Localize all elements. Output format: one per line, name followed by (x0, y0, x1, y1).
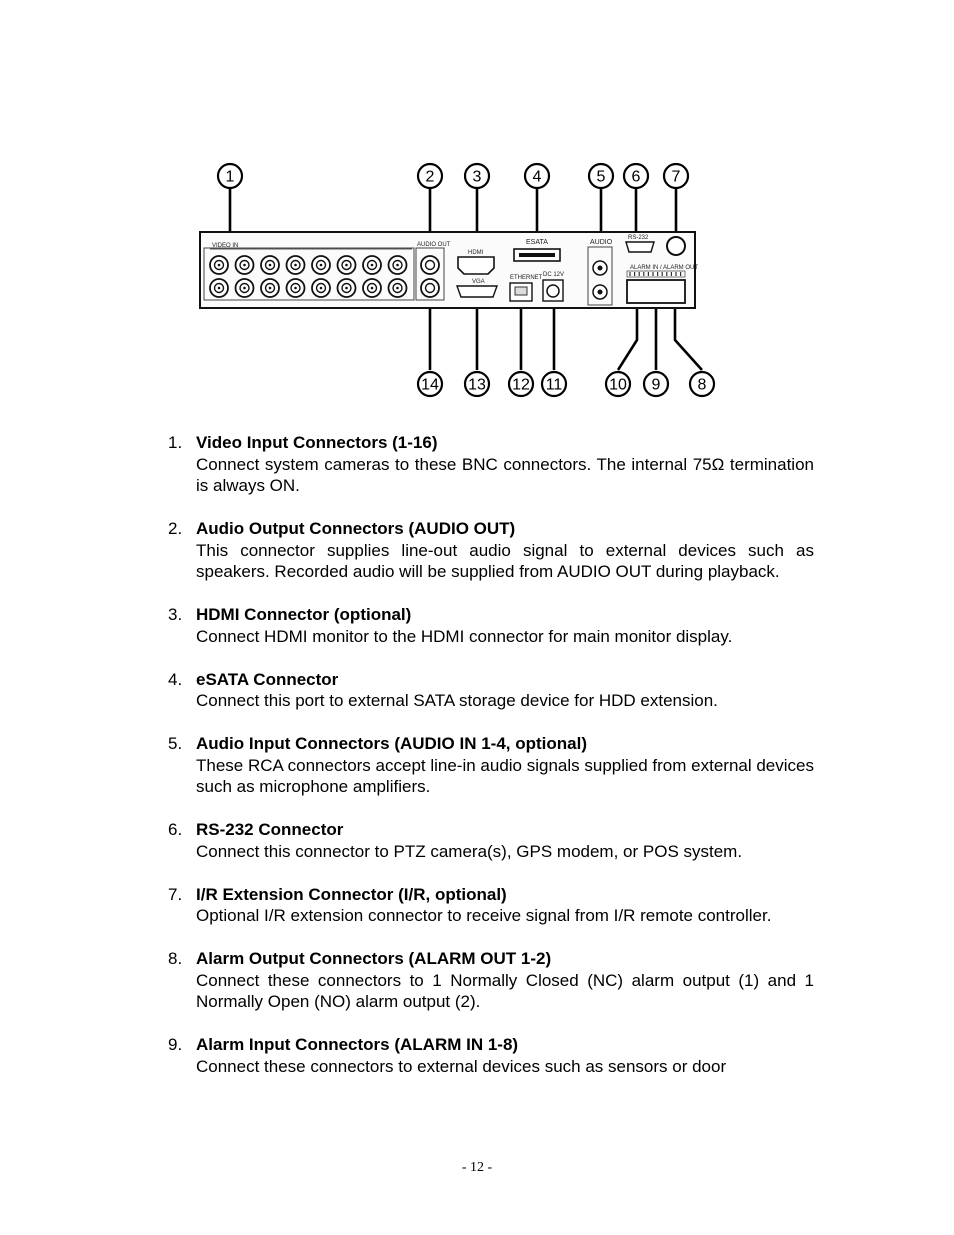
hdmi-label: HDMI (468, 250, 484, 256)
connector-item (168, 604, 814, 647)
item-number: 9. (168, 1035, 183, 1054)
item-description: Connect these connectors to 1 Normally Closed (NC) alarm output (1) and 1 Normally Open (NO) alarm output (2). (196, 970, 814, 1011)
connector-item (168, 518, 814, 583)
callout-marker (664, 164, 688, 188)
alarm-label: ALARM IN / ALARM OUT (630, 265, 699, 271)
callout-number: 9 (651, 376, 661, 394)
page-number: - 12 - (461, 1160, 493, 1175)
callout-number: 10 (609, 376, 627, 394)
callout-marker (418, 164, 442, 188)
video-in-label: VIDEO IN (212, 243, 239, 249)
item-title: Audio Output Connectors (AUDIO OUT) (196, 519, 516, 538)
callout-marker (690, 372, 714, 396)
item-number: 7. (168, 884, 183, 904)
connector-item (168, 733, 814, 798)
callout-number: 2 (425, 168, 435, 186)
item-description: Connect these connectors to external devices such as sensors or door (196, 1056, 727, 1076)
item-description: Optional I/R extension connector to receive signal from I/R remote controller. (196, 906, 772, 925)
callout-marker (465, 164, 489, 188)
callout-number: 6 (631, 168, 641, 186)
audio-out-connector (421, 256, 439, 274)
audio-out-connector (421, 279, 439, 297)
item-description: Connect HDMI monitor to the HDMI connector for main monitor display. (196, 626, 733, 646)
callout-number: 14 (421, 376, 439, 394)
callout-number: 1 (225, 168, 235, 186)
callout-number: 8 (697, 376, 707, 394)
audio-label: AUDIO (590, 239, 613, 246)
callout-marker (509, 372, 533, 396)
hdmi-port (458, 257, 494, 274)
rear-panel-svg (190, 155, 730, 400)
item-title: eSATA Connector (196, 669, 339, 689)
connector-item (168, 819, 814, 862)
connector-item (168, 948, 814, 1013)
dc12v-label: DC 12V (543, 272, 565, 278)
ethernet-label: ETHERNET (510, 275, 543, 281)
connector-item (168, 669, 814, 712)
item-description: Connect this port to external SATA storage device for HDD extension. (196, 691, 718, 710)
callout-marker (525, 164, 549, 188)
connector-item (168, 1034, 814, 1077)
rear-panel-diagram (190, 155, 730, 400)
vga-port (457, 286, 497, 297)
callout-number: 3 (472, 168, 482, 186)
callout-number: 13 (468, 376, 486, 394)
callout-marker (589, 164, 613, 188)
item-title: I/R Extension Connector (I/R, optional) (196, 884, 507, 904)
item-title: Audio Input Connectors (AUDIO IN 1-4, optional) (196, 734, 587, 753)
callout-number: 5 (596, 168, 606, 186)
rs232-port (626, 242, 654, 252)
callout-marker (542, 372, 566, 396)
callout-marker (465, 372, 489, 396)
item-title: HDMI Connector (optional) (196, 605, 412, 624)
callout-number: 11 (545, 376, 563, 394)
item-title: Alarm Output Connectors (ALARM OUT 1-2) (196, 949, 552, 968)
item-title: Video Input Connectors (1-16) (196, 433, 438, 452)
item-title: RS-232 Connector (196, 820, 344, 839)
callout-number: 4 (532, 168, 542, 186)
callout-marker (418, 372, 442, 396)
audio-out-label: AUDIO OUT (417, 242, 451, 248)
callout-number: 7 (671, 168, 681, 186)
connector-item (168, 432, 814, 497)
rs232-label: RS-232 (628, 235, 649, 241)
item-number: 1. (168, 433, 183, 452)
esata-label: ESATA (526, 239, 548, 246)
item-description: This connector supplies line-out audio signal to external devices such as speakers. Recorded audio will be supplied from AUDIO OUT during playback. (196, 540, 814, 581)
connector-item (168, 884, 814, 927)
alarm-terminal-block (627, 280, 685, 303)
connector-list (168, 432, 814, 1099)
item-number: 6. (168, 820, 183, 839)
callout-number: 12 (512, 376, 530, 394)
vga-label: VGA (472, 279, 485, 285)
callout-marker (606, 372, 630, 396)
item-title: Alarm Input Connectors (ALARM IN 1-8) (196, 1035, 519, 1054)
ir-jack (667, 237, 685, 255)
callout-marker (218, 164, 242, 188)
item-number: 3. (168, 605, 183, 624)
item-description: Connect system cameras to these BNC connectors. The internal 75Ω termination is always ON. (196, 454, 814, 495)
item-number: 4. (168, 669, 183, 689)
item-number: 2. (168, 519, 183, 538)
item-number: 8. (168, 949, 183, 968)
callout-marker (644, 372, 668, 396)
item-number: 5. (168, 734, 183, 753)
callout-marker (624, 164, 648, 188)
item-description: Connect this connector to PTZ camera(s), GPS modem, or POS system. (196, 841, 743, 861)
item-description: These RCA connectors accept line-in audio signals supplied from external devices such as microphone amplifiers. (196, 755, 814, 796)
